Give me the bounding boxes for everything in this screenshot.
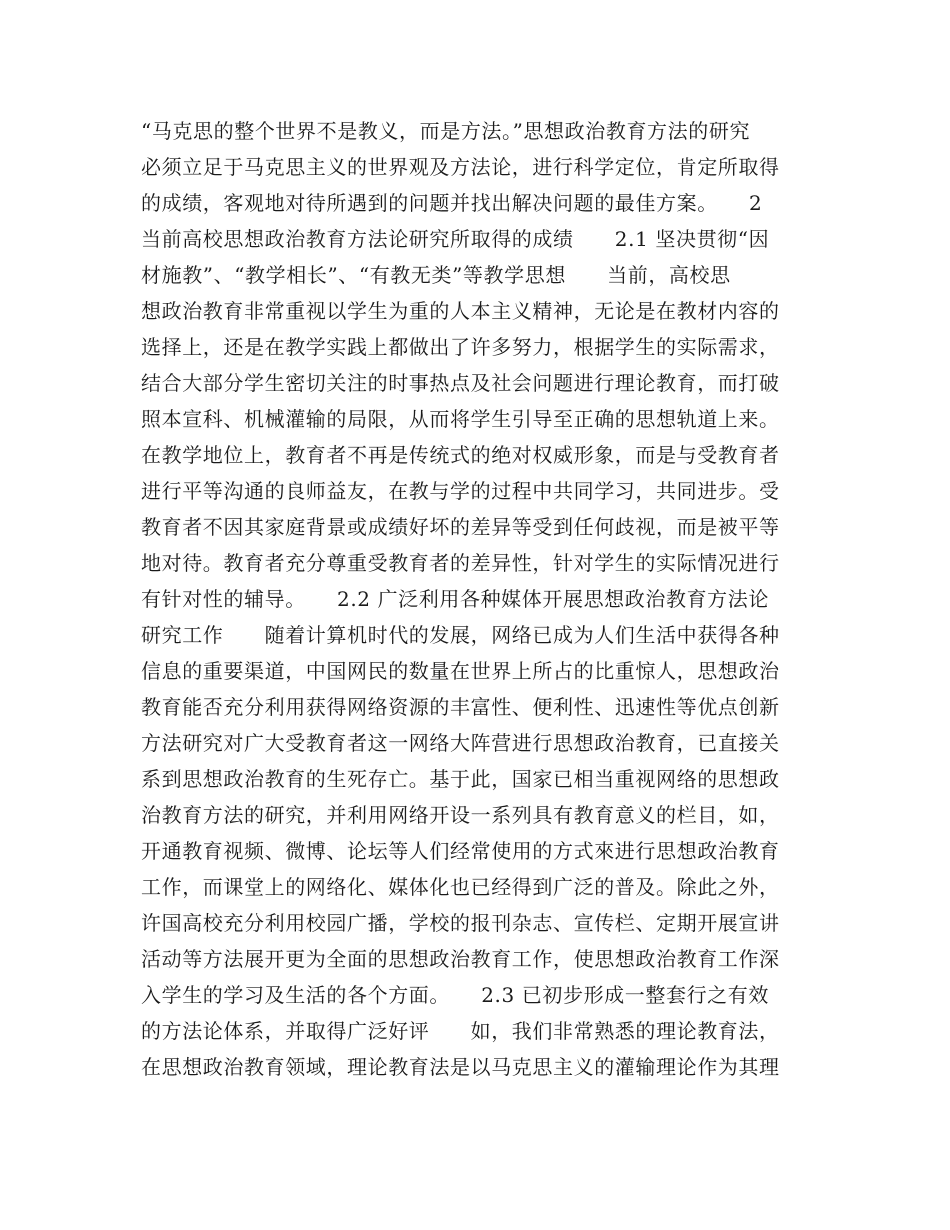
text-line: 入学生的学习及生活的各个方面。 2.3 已初步形成一整套行之有效: [141, 983, 769, 1007]
text-line: 地对待。教育者充分尊重受教育者的差异性，针对学生的实际情况进行: [141, 551, 780, 575]
text-line: 治教育方法的研究，并利用网络开设一系列具有教育意义的栏目，如，: [141, 803, 780, 827]
text-line: 活动等方法展开更为全面的思想政治教育工作，使思想政治教育工作深: [141, 947, 780, 971]
text-line: 结合大部分学生密切关注的时事热点及社会问题进行理论教育，而打破: [141, 371, 780, 395]
text-line: 必须立足于马克思主义的世界观及方法论，进行科学定位，肯定所取得: [141, 155, 780, 179]
body-text: [141, 113, 821, 1085]
text-line: 进行平等沟通的良师益友，在教与学的过程中共同学习，共同进步。受: [141, 479, 780, 503]
text-line: 教育能否充分利用获得网络资源的丰富性、便利性、迅速性等优点创新: [141, 695, 780, 719]
text-line: 研究工作 随着计算机时代的发展，网络已成为人们生活中获得各种: [141, 623, 780, 647]
text-line: 教育者不因其家庭背景或成绩好坏的差异等受到任何歧视，而是被平等: [141, 515, 780, 539]
text-line: 方法研究对广大受教育者这一网络大阵营进行思想政治教育，已直接关: [141, 731, 780, 755]
text-line: “马克思的整个世界不是教义，而是方法。”思想政治教育方法的研究: [141, 119, 751, 143]
text-line: 在教学地位上，教育者不再是传统式的绝对权威形象，而是与受教育者: [141, 443, 780, 467]
text-line: 有针对性的辅导。 2.2 广泛利用各种媒体开展思想政治教育方法论: [141, 587, 769, 611]
text-line: 想政治教育非常重视以学生为重的人本主义精神，无论是在教材内容的: [141, 299, 780, 323]
text-line: 选择上，还是在教学实践上都做出了许多努力，根据学生的实际需求，: [141, 335, 780, 359]
text-line: 开通教育视频、微博、论坛等人们经常使用的方式來进行思想政治教育: [141, 839, 780, 863]
text-line: 在思想政治教育领域，理论教育法是以马克思主义的灌输理论作为其理: [141, 1055, 780, 1079]
text-line: 材施教”、“教学相长”、“有教无类”等教学思想 当前，高校思: [141, 263, 731, 287]
text-line: 照本宣科、机械灌输的局限，从而将学生引导至正确的思想轨道上来。: [141, 407, 780, 431]
text-line: 的成绩，客观地对待所遇到的问题并找出解决问题的最佳方案。 2: [141, 191, 763, 215]
text-line: 许国高校充分利用校园广播，学校的报刊杂志、宣传栏、定期开展宣讲: [141, 911, 780, 935]
text-line: 信息的重要渠道，中国网民的数量在世界上所占的比重惊人，思想政治: [141, 659, 780, 683]
text-line: 当前高校思想政治教育方法论研究所取得的成绩 2.1 坚决贯彻“因: [141, 227, 770, 251]
text-line: 的方法论体系，并取得广泛好评 如，我们非常熟悉的理论教育法，: [141, 1019, 780, 1043]
text-line: 工作，而课堂上的网络化、媒体化也已经得到广泛的普及。除此之外，: [141, 875, 780, 899]
text-line: 系到思想政治教育的生死存亡。基于此，国家已相当重视网络的思想政: [141, 767, 780, 791]
